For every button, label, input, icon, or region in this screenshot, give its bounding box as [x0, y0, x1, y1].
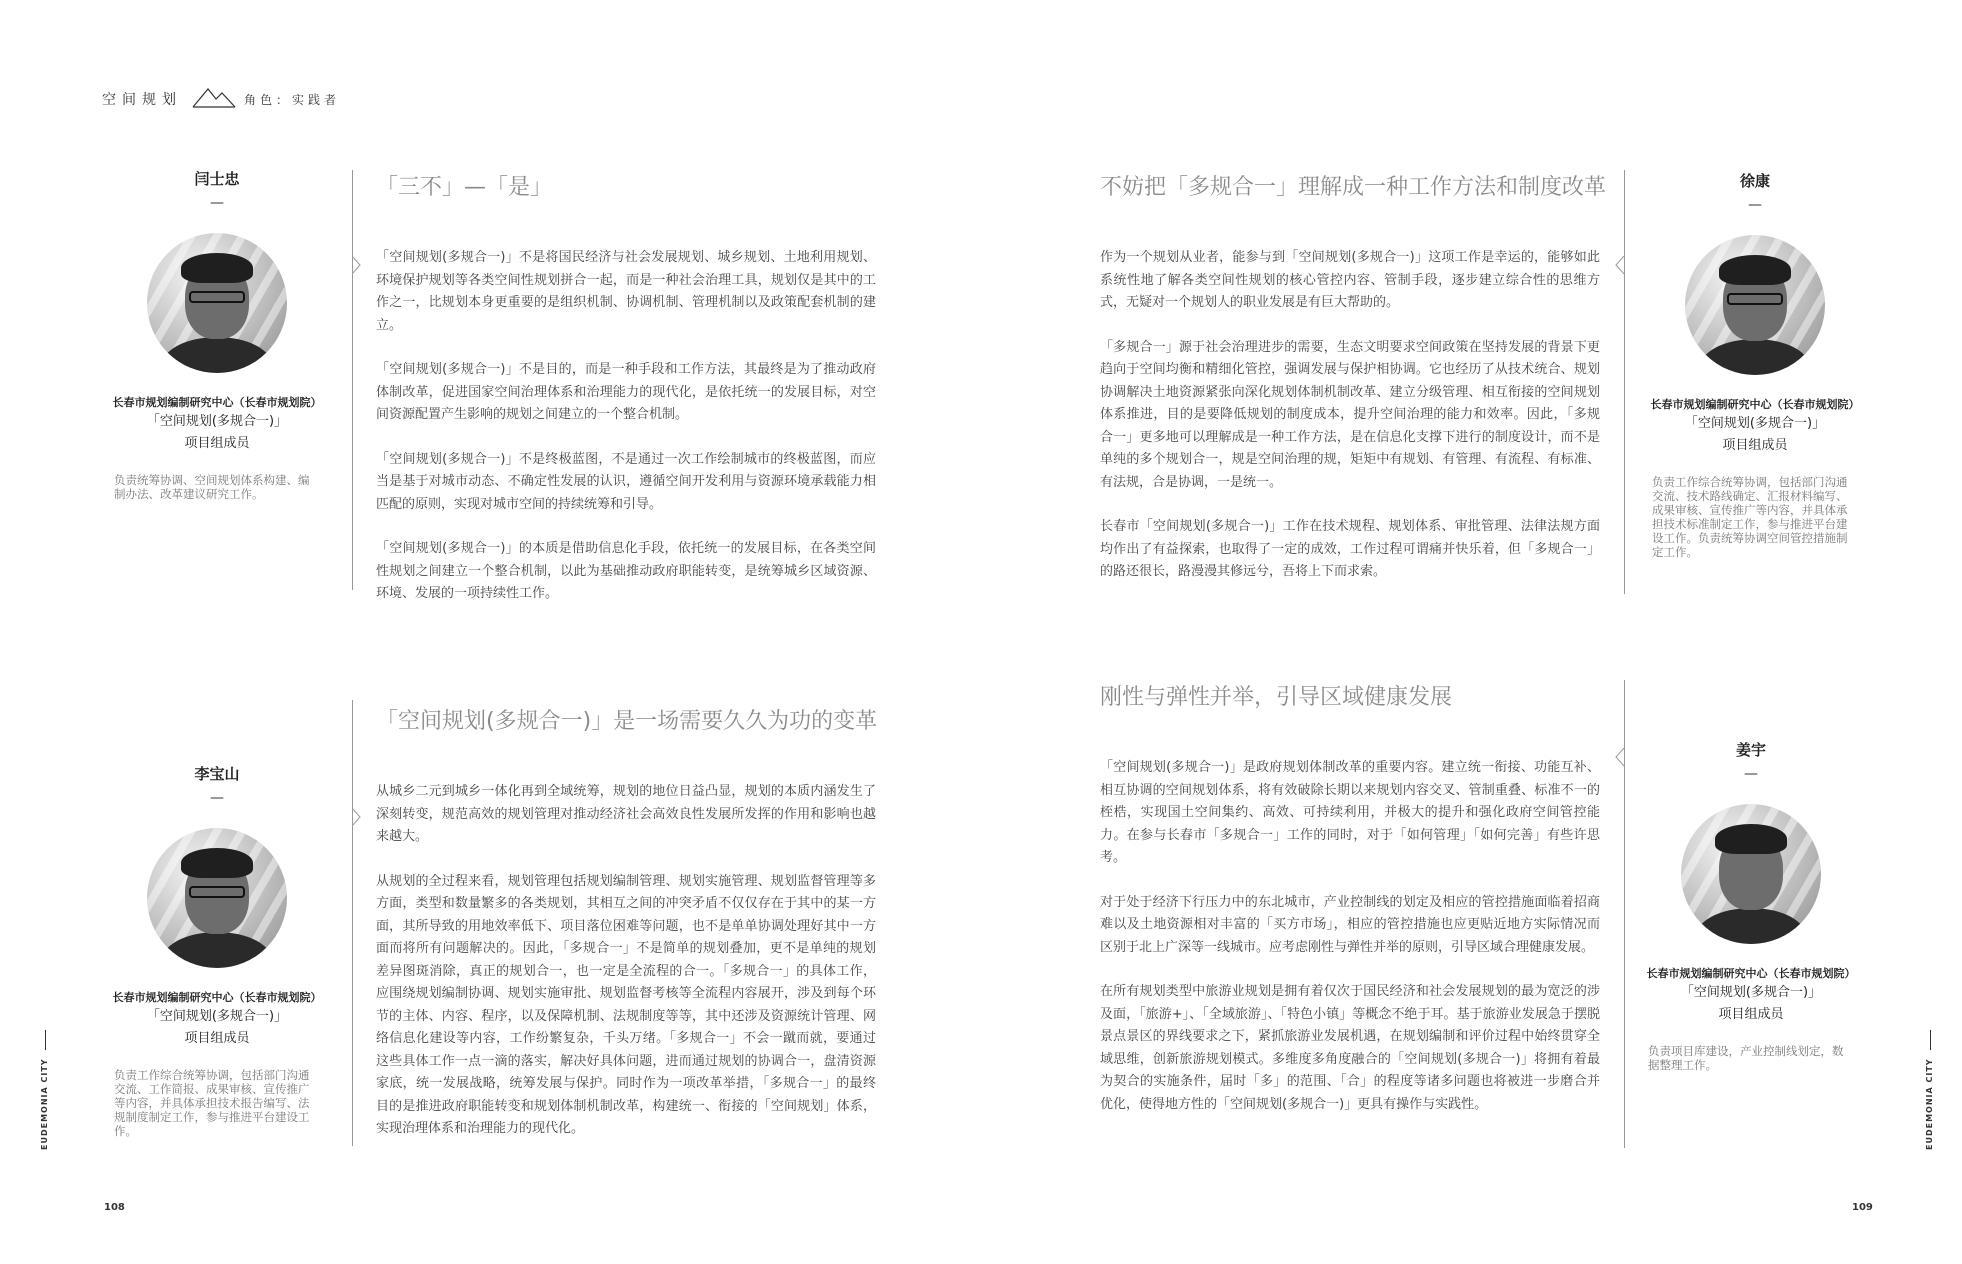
person-dash: —: [1744, 766, 1758, 782]
person-role: 项目组成员: [184, 1031, 250, 1046]
person-name: 徐康: [1739, 172, 1770, 190]
side-tick: [45, 1030, 46, 1050]
divider-notch: [1615, 256, 1625, 274]
person-role: 项目组成员: [184, 436, 250, 451]
mountain-icon: [192, 86, 236, 112]
article-title: 刚性与弹性并举，引导区域健康发展: [1100, 685, 1453, 710]
person-dash: —: [210, 195, 224, 211]
side-tick: [1930, 1030, 1931, 1050]
page-number-right: 109: [1852, 1202, 1873, 1213]
article-paragraph: 「空间规划(多规合一)」的本质是借助信息化手段，依托统一的发展目标，在各类空间性规划之间建立一个整合机制，以此为基础推动政府职能转变，是统筹城乡区域资源、环境、发展的一项持续性工作。: [376, 541, 876, 601]
person-card-xu: [1640, 170, 1870, 559]
person-org: 长春市规划编制研究中心（长春市规划院）: [1650, 398, 1860, 411]
side-label-right: EUDEMONIA CITY: [1925, 1058, 1934, 1150]
article-paragraph: 作为一个规划从业者，能参与到「空间规划(多规合一)」这项工作是幸运的，能够如此系统性地了解各类空间性规划的核心管控内容、管制手段，逐步建立综合性的思维方式，无疑对一个规划人的职业发展是有巨大帮助的。: [1100, 250, 1600, 310]
avatar: [1685, 235, 1825, 375]
divider-notch: [1615, 748, 1625, 766]
running-header: [102, 86, 340, 112]
person-name: 李宝山: [194, 765, 240, 783]
article-paragraph: 「空间规划(多规合一)」不是终极蓝图，不是通过一次工作绘制城市的终极蓝图，而应当是基于对城市动态、不确定性发展的认识，遵循空间开发利用与资源环境承载能力相匹配的原则，实现对城市空间的持续统筹和引导。: [376, 451, 876, 512]
article-long-term-reform: [376, 704, 876, 1163]
article-rigidity-flexibility: [1100, 680, 1600, 1138]
person-dash: —: [1748, 197, 1762, 213]
article-paragraph: 长春市「空间规划(多规合一)」工作在技术规程、规划体系、审批管理、法律法规方面均作出了有益探索，也取得了一定的成效，工作过程可谓痛并快乐着，但「多规合一」的路还很长，路漫漫其修远兮，吾将上下而求索。: [1100, 519, 1600, 579]
person-name: 姜宇: [1735, 741, 1766, 759]
person-name: 闫士忠: [194, 170, 240, 188]
divider-line: [352, 700, 353, 1146]
divider-line: [352, 170, 353, 590]
avatar: [147, 233, 287, 373]
person-project: 「空间规划(多规合一)」: [146, 414, 288, 429]
divider-line: [1624, 170, 1625, 594]
person-card-jiang: [1636, 739, 1866, 1072]
side-label-left: EUDEMONIA CITY: [40, 1058, 49, 1150]
article-three-nots: [376, 170, 876, 628]
header-role: 角色：实践者: [244, 92, 341, 107]
person-role: 项目组成员: [1722, 438, 1788, 453]
article-paragraph: 对于处于经济下行压力中的东北城市，产业控制线的划定及相应的管控措施面临着招商难以及土地资源相对丰富的「买方市场」，相应的管控措施也应更贴近地方实际情况而区别于北上广深等一线城市。应考虑刚性与弹性并举的原则，引导区域合理健康发展。: [1100, 894, 1600, 955]
person-card-li: [102, 763, 332, 1138]
article-paragraph: 「空间规划(多规合一)」是政府规划体制改革的重要内容。建立统一衔接、功能互补、相互协调的空间规划体系，将有效破除长期以来规划内容交叉、管制重叠、标准不一的桎梏，实现国土空间集约、高效、可持续利用，并极大的提升和强化政府空间管控能力。在参与长春市「多规合一」工作的同时，对于「如何管理」「如何完善」有些许思考。: [1100, 760, 1600, 865]
person-project: 「空间规划(多规合一)」: [1680, 985, 1822, 1000]
person-duty: 负责统筹协调、空间规划体系构建、编制办法、改革建议研究工作。: [114, 473, 310, 501]
person-project: 「空间规划(多规合一)」: [1684, 416, 1826, 431]
person-project: 「空间规划(多规合一)」: [146, 1009, 288, 1024]
article-title: 「空间规划(多规合一)」是一场需要久久为功的变革: [376, 709, 878, 734]
article-title: 不妨把「多规合一」理解成一种工作方法和制度改革: [1100, 175, 1607, 200]
article-paragraph: 「多规合一」源于社会治理进步的需要，生态文明要求空间政策在坚持发展的背景下更趋向于空间均衡和精细化管控，强调发展与保护相协调。它也经历了从技术统合、规划协调解决土地资源紧张向深化规划体制机制改革、建立分级管理、相互衔接的空间规划体系推进，目的是要降低规划的制度成本，提升空间治理的能力和效率。因此，「多规合一」更多地可以理解成是一种工作方法，是在信息化支撑下进行的制度设计，而不是单纯的多个规划合一，规是空间治理的规，矩矩中有规划、有管理、有流程、有标准、有法规，合是协调，一是统一。: [1100, 339, 1600, 490]
article-work-method: [1100, 170, 1607, 606]
article-paragraph: 「空间规划(多规合一)」不是目的，而是一种手段和工作方法，其最终是为了推动政府体制改革，促进国家空间治理体系和治理能力的现代化，是依托统一的发展目标，对空间资源配置产生影响的规划之间建立的一个整合机制。: [376, 362, 876, 422]
divider-notch: [352, 256, 362, 274]
person-card-yan: [102, 168, 332, 501]
person-org: 长春市规划编制研究中心（长春市规划院）: [112, 991, 322, 1004]
article-paragraph: 在所有规划类型中旅游业规划是拥有着仅次于国民经济和社会发展规划的最为宽泛的涉及面，「旅游+」、「全域旅游」、「特色小镇」等概念不绝于耳。基于旅游业发展急于摆脱景点景区的界线要求之下，紧抓旅游业发展机遇，在规划编制和评价过程中始终贯穿全域思维，创新旅游规划模式。多维度多角度融合的「空间规划(多规合一)」将拥有着最为契合的实施条件，届时「多」的范围、「合」的程度等诸多问题也将被进一步磨合并优化，使得地方性的「空间规划(多规合一)」更具有操作与实践性。: [1100, 984, 1600, 1112]
header-title: 空间规划: [102, 92, 182, 108]
article-paragraph: 从城乡二元到城乡一体化再到全域统筹，规划的地位日益凸显，规划的本质内涵发生了深刻转变，规范高效的规划管理对推动经济社会高效良性发展所发挥的作用和影响也越来越大。: [376, 784, 876, 844]
person-duty: 负责工作综合统筹协调，包括部门沟通交流、技术路线确定、汇报材料编写、成果审核、宣传推广等内容，并具体承担技术标准制定工作，参与推进平台建设工作。负责统筹协调空间管控措施制定工作。: [1652, 475, 1848, 559]
avatar: [147, 828, 287, 968]
person-duty: 负责项目库建设，产业控制线划定，数据整理工作。: [1648, 1044, 1844, 1072]
avatar: [1681, 804, 1821, 944]
person-dash: —: [210, 790, 224, 806]
article-paragraph: 「空间规划(多规合一)」不是将国民经济与社会发展规划、城乡规划、土地利用规划、环境保护规划等各类空间性规划拼合一起，而是一种社会治理工具，规划仅是其中的工作之一，比规划本身更重要的是组织机制、协调机制、管理机制以及政策配套机制的建立。: [376, 250, 876, 333]
page-number-left: 108: [104, 1202, 125, 1213]
article-title: 「三不」—「是」: [376, 175, 553, 200]
article-paragraph: 从规划的全过程来看，规划管理包括规划编制管理、规划实施管理、规划监督管理等多方面，类型和数量繁多的各类规划，其相互之间的冲突矛盾不仅仅存在于其中的某一方面，其所导致的用地效率低下、项目落位困难等问题，也不是单单协调处理好其中一方面而将所有问题解决的。因此，「多规合一」不是简单的规划叠加，更不是单纯的规划差异图斑消除，真正的规划合一，也一定是全流程的合一。「多规合一」的具体工作，应围绕规划编制协调、规划实施审批、规划监督考核等全流程内容展开，涉及到每个环节的主体、内容、程序，以及保障机制、法规制度等等，其中还涉及资源统计管理、网络信息化建设等内容，工作纷繁复杂，千头万绪。「多规合一」不会一蹴而就，要通过这些具体工作一点一滴的落实，解决好具体问题，进而通过规划的协调合一，盘清资源家底，统一发展战略，统筹发展与保护。同时作为一项改革举措，「多规合一」的最终目的是推进政府职能转变和规划体制机制改革，构建统一、衔接的「空间规划」体系，实现治理体系和治理能力的现代化。: [376, 873, 876, 1136]
person-role: 项目组成员: [1718, 1007, 1784, 1022]
divider-notch: [352, 808, 362, 826]
person-org: 长春市规划编制研究中心（长春市规划院）: [1646, 967, 1856, 980]
person-org: 长春市规划编制研究中心（长春市规划院）: [112, 396, 322, 409]
person-duty: 负责工作综合统筹协调，包括部门沟通交流、工作简报、成果审核、宣传推广等内容，并具体承担技术报告编写、法规制度制定工作，参与推进平台建设工作。: [114, 1068, 310, 1138]
